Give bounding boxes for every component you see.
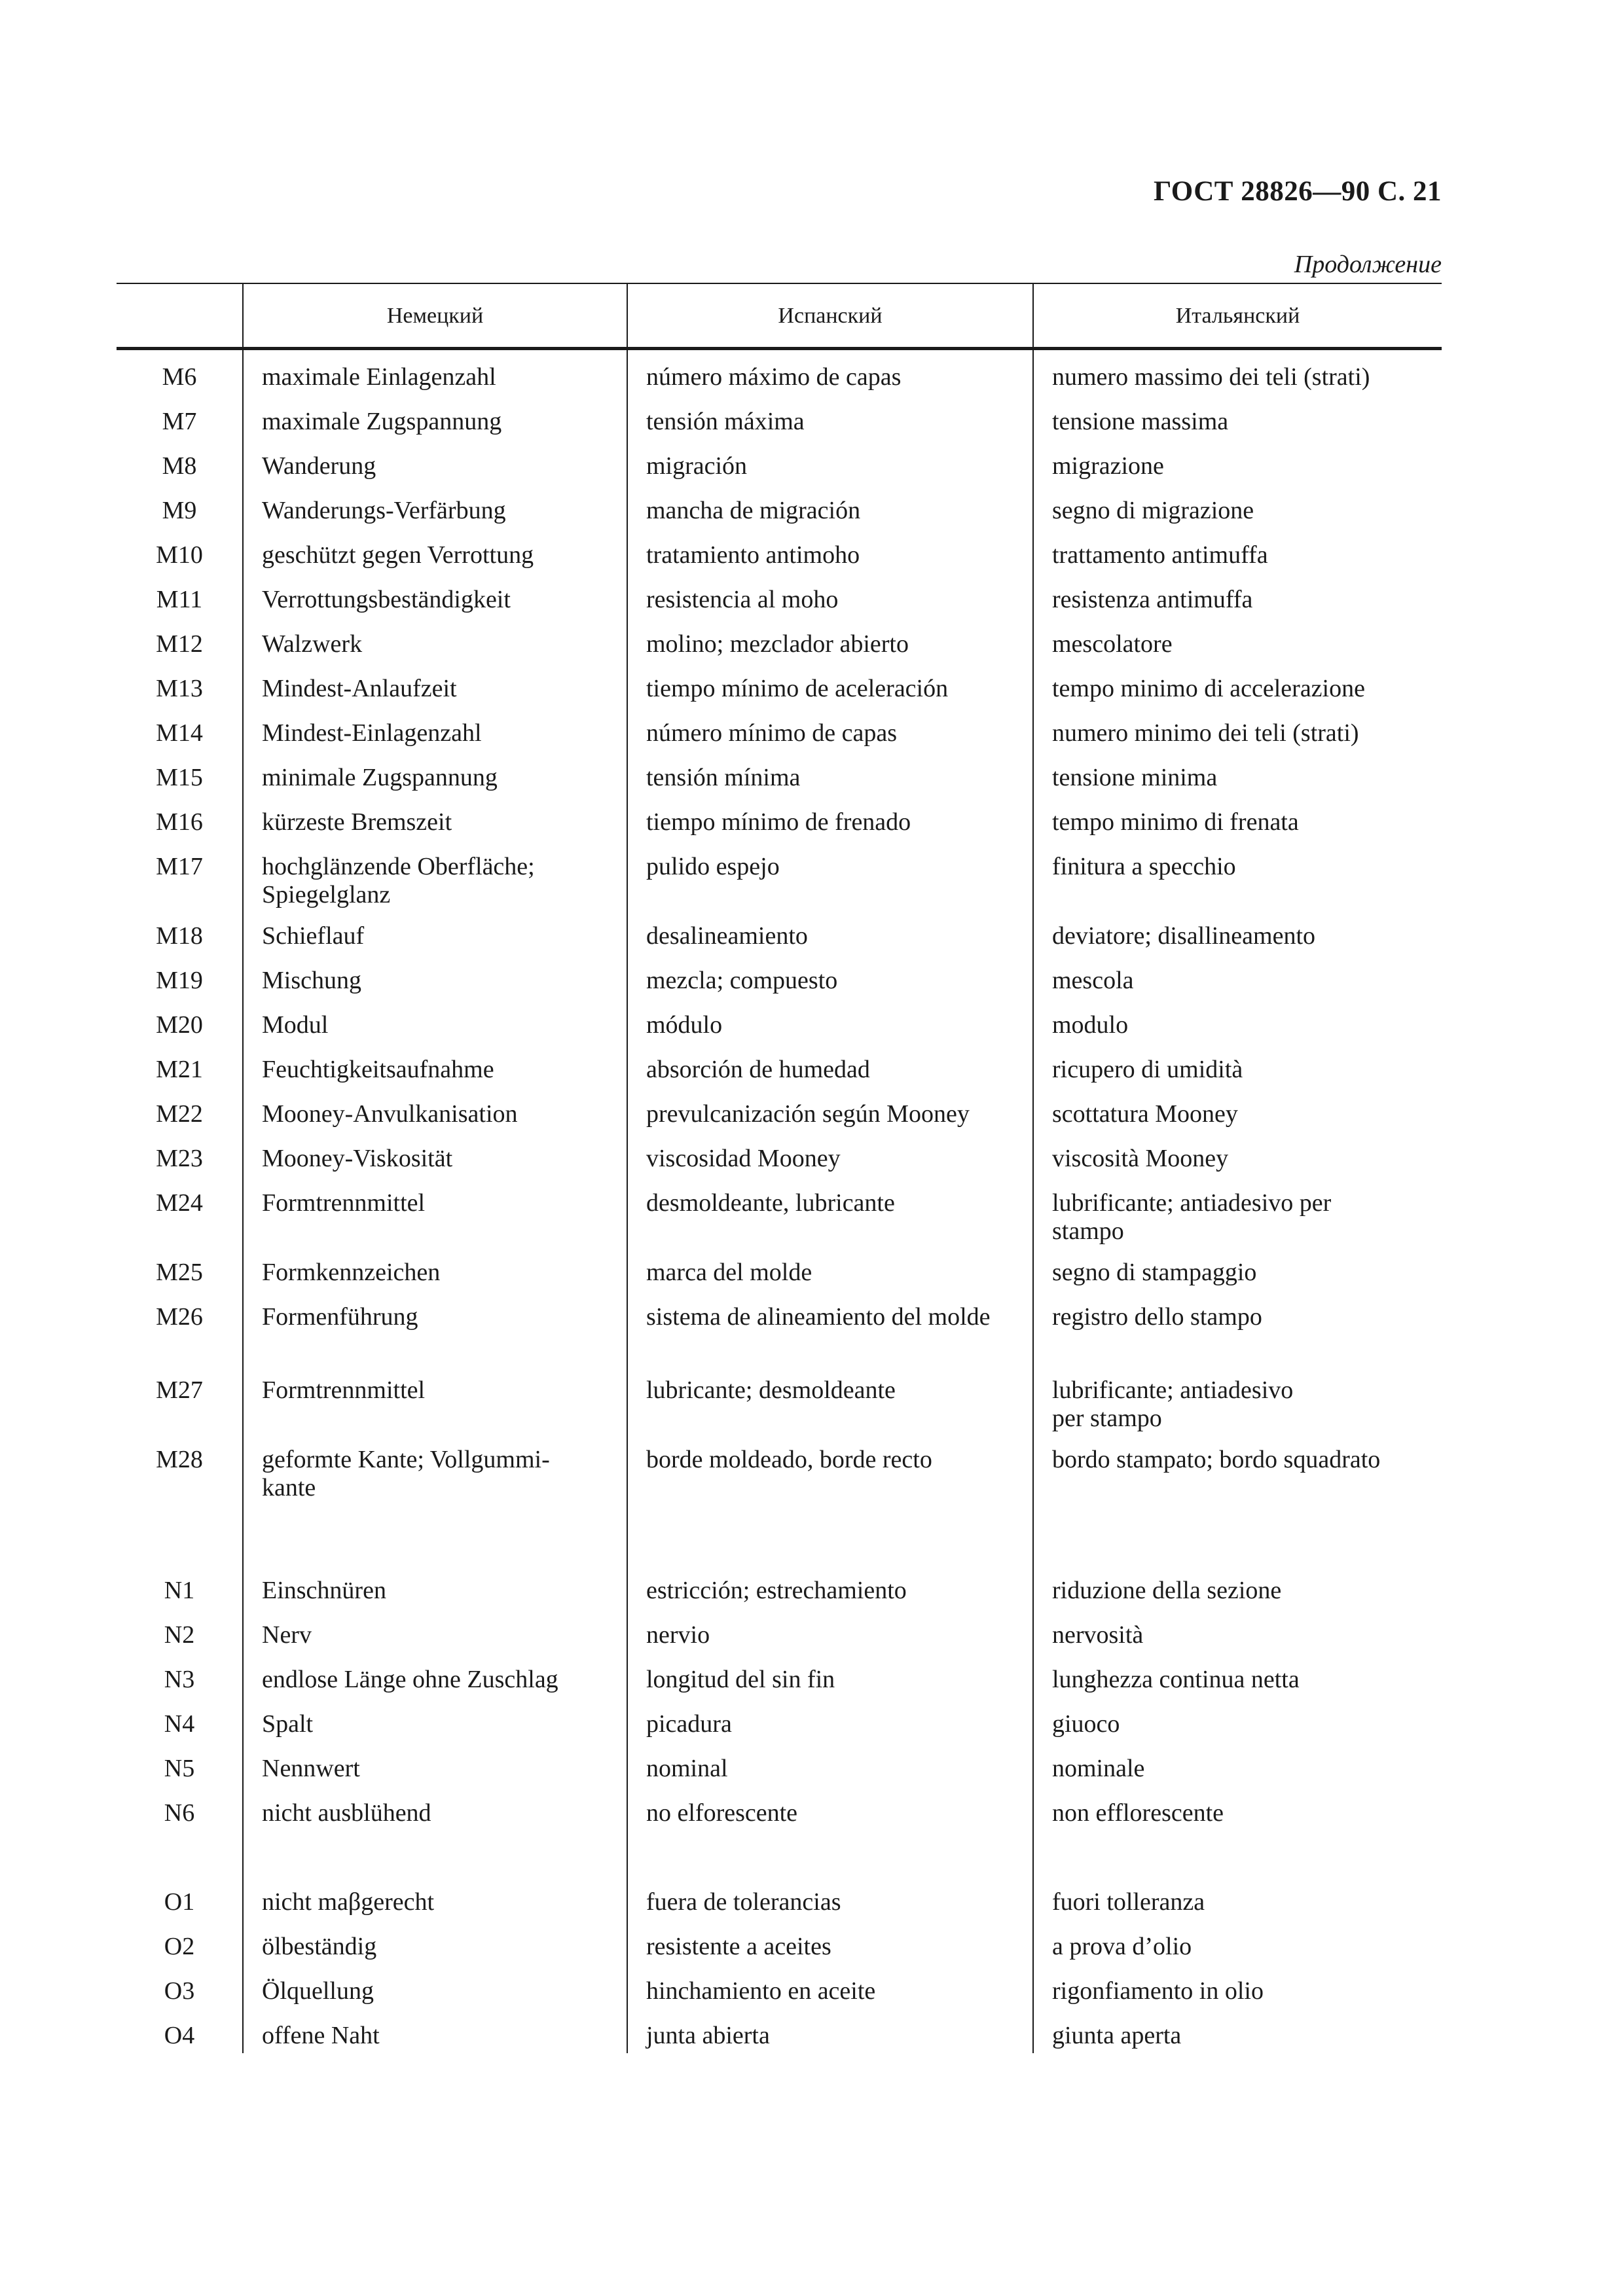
table-row xyxy=(117,1653,1442,1697)
table-row xyxy=(117,573,1442,617)
term-german: Ölquellung xyxy=(243,1964,627,2009)
table-row xyxy=(117,751,1442,795)
term-spanish: viscosidad Mooney xyxy=(627,1132,1033,1176)
term-spanish: estricción; estrechamiento xyxy=(627,1564,1033,1608)
table-row xyxy=(117,706,1442,751)
spacer-cell xyxy=(243,1519,627,1564)
page-header: ГОСТ 28826—90 С. 21 xyxy=(1153,176,1442,207)
term-italian: registro dello stampo xyxy=(1033,1290,1442,1363)
table-row xyxy=(117,349,1442,395)
table-row xyxy=(117,954,1442,998)
term-italian: lubrificante; antiadesivo per stampo xyxy=(1033,1363,1442,1433)
term-german: ölbeständig xyxy=(243,1920,627,1964)
term-german: Wanderung xyxy=(243,439,627,484)
term-spanish: mezcla; compuesto xyxy=(627,954,1033,998)
term-code: N2 xyxy=(164,1621,195,1649)
term-italian: giuoco xyxy=(1033,1697,1442,1742)
term-spanish: desmoldeante, lubricante xyxy=(627,1176,1033,1246)
term-german: nicht ausblühend xyxy=(243,1786,627,1831)
term-code: M9 xyxy=(162,497,197,524)
term-spanish: resistente a aceites xyxy=(627,1920,1033,1964)
term-german: Schieflauf xyxy=(243,909,627,954)
term-german: maximale Zugspannung xyxy=(243,395,627,439)
header-code xyxy=(117,283,243,349)
term-code: M20 xyxy=(156,1011,203,1039)
term-code: O4 xyxy=(164,2022,195,2049)
term-spanish: resistencia al moho xyxy=(627,573,1033,617)
term-italian: segno di stampaggio xyxy=(1033,1246,1442,1290)
term-german: Einschnüren xyxy=(243,1564,627,1608)
table-row xyxy=(117,1742,1442,1786)
term-german: Mindest-Anlaufzeit xyxy=(243,662,627,706)
table-row xyxy=(117,528,1442,573)
term-spanish: tiempo mínimo de frenado xyxy=(627,795,1033,840)
term-italian: numero minimo dei teli (strati) xyxy=(1033,706,1442,751)
term-code: M16 xyxy=(156,808,203,836)
header-german: Немецкий xyxy=(243,283,627,349)
term-german: Formenführung xyxy=(243,1290,627,1363)
term-spanish: molino; mezclador abierto xyxy=(627,617,1033,662)
term-spanish: marca del molde xyxy=(627,1246,1033,1290)
term-spanish: no elforescente xyxy=(627,1786,1033,1831)
term-spanish: lubricante; desmoldeante xyxy=(627,1363,1033,1433)
term-spanish: nervio xyxy=(627,1608,1033,1653)
term-spanish: absorción de humedad xyxy=(627,1043,1033,1087)
header-spanish: Испанский xyxy=(627,283,1033,349)
term-german: Mischung xyxy=(243,954,627,998)
term-code: M10 xyxy=(156,541,203,569)
table-row xyxy=(117,1043,1442,1087)
term-italian: tensione massima xyxy=(1033,395,1442,439)
spacer-cell xyxy=(117,1831,243,1875)
continuation-label: Продолжение xyxy=(1294,251,1442,278)
group-spacer xyxy=(117,1831,1442,1875)
term-code: M11 xyxy=(156,586,203,613)
term-german: Mindest-Einlagenzahl xyxy=(243,706,627,751)
table-row xyxy=(117,1290,1442,1363)
term-german: geschützt gegen Verrottung xyxy=(243,528,627,573)
term-italian: trattamento antimuffa xyxy=(1033,528,1442,573)
term-italian: modulo xyxy=(1033,998,1442,1043)
table-row xyxy=(117,484,1442,528)
table-row xyxy=(117,840,1442,909)
term-german: offene Naht xyxy=(243,2009,627,2053)
term-spanish: prevulcanización según Mooney xyxy=(627,1087,1033,1132)
table-row xyxy=(117,1433,1442,1519)
term-german: Mooney-Anvulkanisation xyxy=(243,1087,627,1132)
term-code: M23 xyxy=(156,1145,203,1172)
term-german: Modul xyxy=(243,998,627,1043)
term-code: M18 xyxy=(156,922,203,950)
term-spanish: tensión máxima xyxy=(627,395,1033,439)
term-italian: viscosità Mooney xyxy=(1033,1132,1442,1176)
term-german: nicht maβgerecht xyxy=(243,1875,627,1920)
table-row xyxy=(117,439,1442,484)
term-german: Feuchtigkeitsaufnahme xyxy=(243,1043,627,1087)
term-code: M22 xyxy=(156,1100,203,1128)
table-row xyxy=(117,1564,1442,1608)
term-spanish: tiempo mínimo de aceleración xyxy=(627,662,1033,706)
term-italian: scottatura Mooney xyxy=(1033,1087,1442,1132)
term-german: Formtrennmittel xyxy=(243,1363,627,1433)
term-italian: nervosità xyxy=(1033,1608,1442,1653)
terms-table xyxy=(117,283,1442,2053)
term-italian: lunghezza continua netta xyxy=(1033,1653,1442,1697)
term-code: M25 xyxy=(156,1259,203,1286)
term-spanish: número máximo de capas xyxy=(627,349,1033,395)
table-row xyxy=(117,1964,1442,2009)
term-code: N6 xyxy=(164,1799,195,1827)
table-row xyxy=(117,1875,1442,1920)
term-italian: finitura a specchio xyxy=(1033,840,1442,909)
term-italian: tensione minima xyxy=(1033,751,1442,795)
terms-body xyxy=(117,349,1442,2054)
term-german: Nerv xyxy=(243,1608,627,1653)
term-italian: lubrificante; antiadesivo per stampo xyxy=(1033,1176,1442,1246)
term-german: Formkennzeichen xyxy=(243,1246,627,1290)
term-code: M27 xyxy=(156,1376,203,1404)
term-spanish: junta abierta xyxy=(627,2009,1033,2053)
term-code: M13 xyxy=(156,675,203,702)
term-italian: a prova d’olio xyxy=(1033,1920,1442,1964)
term-spanish: migración xyxy=(627,439,1033,484)
term-italian: non efflorescente xyxy=(1033,1786,1442,1831)
term-code: M26 xyxy=(156,1303,203,1331)
term-italian: ricupero di umidità xyxy=(1033,1043,1442,1087)
term-german: kürzeste Bremszeit xyxy=(243,795,627,840)
term-german: Spalt xyxy=(243,1697,627,1742)
table-row xyxy=(117,1087,1442,1132)
term-italian: giunta aperta xyxy=(1033,2009,1442,2053)
term-spanish: hinchamiento en aceite xyxy=(627,1964,1033,2009)
spacer-cell xyxy=(627,1831,1033,1875)
term-german: Verrottungsbeständigkeit xyxy=(243,573,627,617)
term-italian: tempo minimo di accelerazione xyxy=(1033,662,1442,706)
spacer-cell xyxy=(627,1519,1033,1564)
term-german: Wanderungs-Verfärbung xyxy=(243,484,627,528)
table-row xyxy=(117,1132,1442,1176)
term-german: Walzwerk xyxy=(243,617,627,662)
term-code: N5 xyxy=(164,1755,195,1782)
term-spanish: nominal xyxy=(627,1742,1033,1786)
table-row xyxy=(117,395,1442,439)
spacer-cell xyxy=(1033,1519,1442,1564)
term-italian: fuori tolleranza xyxy=(1033,1875,1442,1920)
term-code: N1 xyxy=(164,1577,195,1604)
table-row xyxy=(117,1920,1442,1964)
term-code: M15 xyxy=(156,764,203,791)
table-row xyxy=(117,1608,1442,1653)
term-code: M6 xyxy=(162,363,197,391)
term-code: M21 xyxy=(156,1056,203,1083)
term-code: M14 xyxy=(156,719,203,747)
term-german: Formtrennmittel xyxy=(243,1176,627,1246)
table-row xyxy=(117,662,1442,706)
term-german: geformte Kante; Vollgummi- kante xyxy=(243,1433,627,1519)
term-code: M12 xyxy=(156,630,203,658)
term-spanish: módulo xyxy=(627,998,1033,1043)
table-row xyxy=(117,1786,1442,1831)
table-row xyxy=(117,1363,1442,1433)
table-row xyxy=(117,909,1442,954)
term-italian: migrazione xyxy=(1033,439,1442,484)
table-row xyxy=(117,617,1442,662)
term-italian: bordo stampato; bordo squadrato xyxy=(1033,1433,1442,1519)
term-code: N4 xyxy=(164,1710,195,1738)
term-german: endlose Länge ohne Zuschlag xyxy=(243,1653,627,1697)
term-german: Nennwert xyxy=(243,1742,627,1786)
term-spanish: tratamiento antimoho xyxy=(627,528,1033,573)
term-spanish: desalineamiento xyxy=(627,909,1033,954)
term-italian: mescolatore xyxy=(1033,617,1442,662)
table-row xyxy=(117,795,1442,840)
term-italian: deviatore; disallineamento xyxy=(1033,909,1442,954)
group-spacer xyxy=(117,1519,1442,1564)
header-italian: Итальянский xyxy=(1033,283,1442,349)
spacer-cell xyxy=(1033,1831,1442,1875)
term-code: O3 xyxy=(164,1977,195,2005)
term-code: M17 xyxy=(156,853,203,880)
term-german: minimale Zugspannung xyxy=(243,751,627,795)
term-italian: resistenza antimuffa xyxy=(1033,573,1442,617)
term-spanish: borde moldeado, borde recto xyxy=(627,1433,1033,1519)
term-spanish: longitud del sin fin xyxy=(627,1653,1033,1697)
term-spanish: sistema de alineamiento del molde xyxy=(627,1290,1033,1363)
term-spanish: tensión mínima xyxy=(627,751,1033,795)
term-spanish: mancha de migración xyxy=(627,484,1033,528)
term-german: Mooney-Viskosität xyxy=(243,1132,627,1176)
term-code: M8 xyxy=(162,452,197,480)
term-italian: mescola xyxy=(1033,954,1442,998)
term-code: M28 xyxy=(156,1446,203,1473)
term-code: M7 xyxy=(162,408,197,435)
table-row xyxy=(117,1246,1442,1290)
table-row xyxy=(117,998,1442,1043)
term-spanish: fuera de tolerancias xyxy=(627,1875,1033,1920)
term-italian: riduzione della sezione xyxy=(1033,1564,1442,1608)
term-code: N3 xyxy=(164,1666,195,1693)
term-code: O2 xyxy=(164,1933,195,1960)
term-italian: segno di migrazione xyxy=(1033,484,1442,528)
term-italian: numero massimo dei teli (strati) xyxy=(1033,349,1442,395)
table-row xyxy=(117,1176,1442,1246)
term-code: M24 xyxy=(156,1189,203,1217)
term-spanish: picadura xyxy=(627,1697,1033,1742)
term-code: O1 xyxy=(164,1888,195,1916)
table-row xyxy=(117,1697,1442,1742)
table-header-row xyxy=(117,283,1442,349)
term-german: hochglänzende Oberfläche; Spiegelglanz xyxy=(243,840,627,909)
term-italian: rigonfiamento in olio xyxy=(1033,1964,1442,2009)
table-row xyxy=(117,2009,1442,2053)
spacer-cell xyxy=(117,1519,243,1564)
term-spanish: número mínimo de capas xyxy=(627,706,1033,751)
term-italian: nominale xyxy=(1033,1742,1442,1786)
term-code: M19 xyxy=(156,967,203,994)
spacer-cell xyxy=(243,1831,627,1875)
term-italian: tempo minimo di frenata xyxy=(1033,795,1442,840)
term-german: maximale Einlagenzahl xyxy=(243,349,627,395)
term-spanish: pulido espejo xyxy=(627,840,1033,909)
